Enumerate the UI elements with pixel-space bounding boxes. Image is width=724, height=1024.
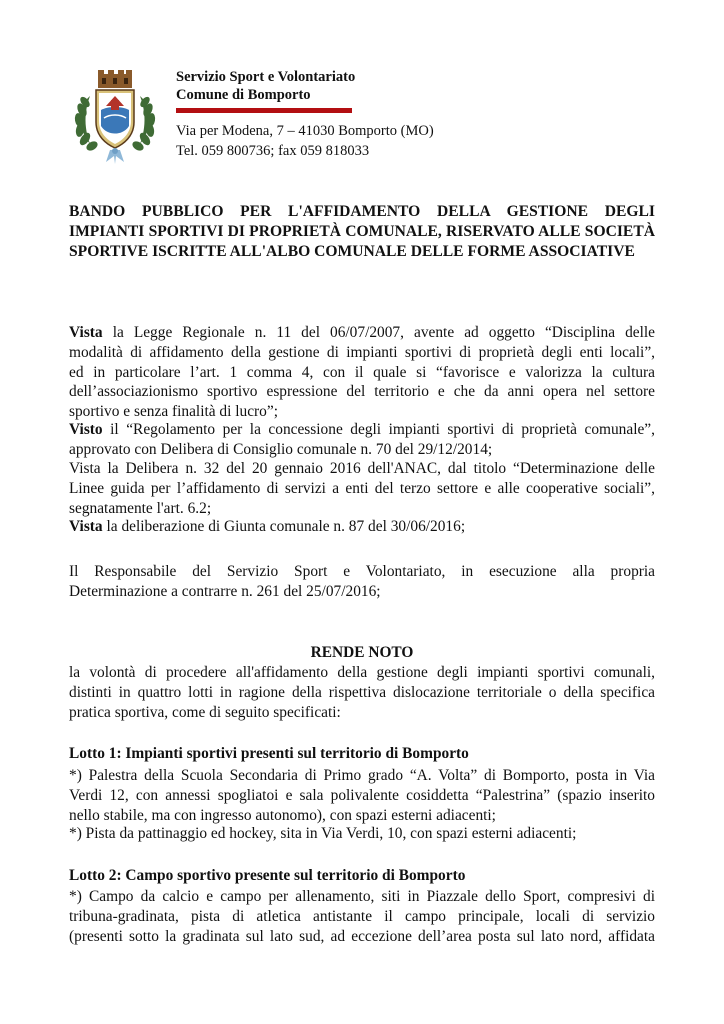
text-line: dell’associazionismo sportivo espressione del territorio e che da anni opera nel settore	[69, 383, 655, 401]
text-line: tribuna-gradinata, pista di atletica antistante il campo principale, locali di servizio	[69, 907, 655, 925]
text-line: ed in particolare l’art. 1 comma 4, con il quale si “favorisce e valorizza la cultura	[69, 363, 655, 381]
municipality-name: Comune di Bomporto	[176, 87, 311, 103]
premise-lead: Vista	[69, 518, 103, 535]
header-accent-rule	[176, 108, 352, 113]
document-title: BANDO PUBBLICO PER L'AFFIDAMENTO DELLA GESTIONE DEGLI IMPIANTI SPORTIVI DI PROPRIETÀ COMUNALE, RISERVATO ALLE SOCIETÀ SPORTIVE ISCRITTE ALL'ALBO COMUNALE DELLE FORME ASSOCIATIVE	[69, 203, 655, 260]
premise-council-deliberation	[69, 517, 655, 537]
premise-lead: Vista	[69, 324, 103, 341]
text-line: la volontà di procedere all'affidamento della gestione degli impianti sportivi comunali,	[69, 664, 655, 681]
office-heading	[176, 68, 355, 104]
premise-anac-resolution	[69, 459, 655, 518]
office-name: Servizio Sport e Volontariato	[176, 69, 356, 85]
text-line: *) Campo da calcio e campo per allenamento, siti in Piazzale dello Sport, compresivi di	[69, 888, 655, 905]
text-line: Il Responsabile del Servizio Sport e Volontariato, in esecuzione alla propria	[69, 563, 655, 580]
text-line: *) Palestra della Scuola Secondaria di Primo grado “A. Volta” di Bomporto, posta in Via	[69, 767, 655, 784]
lotto2-heading: Lotto 2: Campo sportivo presente sul territorio di Bomporto	[69, 867, 466, 884]
text-line: distinti in quattro lotti in ragione della rispettiva dislocazione territoriale o della specifica	[69, 683, 655, 701]
text-line: (presenti sotto la gradinata sul lato sud, ad eccezione dell’area posta sul lato nord, affidata	[69, 927, 655, 945]
lotto1-item-gym	[69, 766, 655, 825]
text-line: Determinazione a contrarre n. 261 del 25/07/2016;	[69, 582, 381, 600]
lotto1-heading: Lotto 1: Impianti sportivi presenti sul territorio di Bomporto	[69, 745, 469, 762]
text-line: Verdi 12, con annessi spogliatoi e sala polivalente cosiddetta “Palestrina” (spazio inserito	[69, 786, 655, 804]
text-line: sportivo e senza finalità di lucro”;	[69, 403, 278, 421]
lotto1-item-skating-rink	[69, 824, 655, 844]
office-phone-fax: Tel. 059 800736; fax 059 818033	[176, 143, 370, 159]
text-line: la deliberazione di Giunta comunale n. 87 del 30/06/2016;	[106, 518, 466, 535]
rende-noto-text	[69, 663, 655, 722]
premise-regional-law	[69, 323, 655, 422]
responsible-statement	[69, 562, 655, 602]
text-line: *) Pista da pattinaggio ed hockey, sita in Via Verdi, 10, con spazi esterni adiacenti;	[69, 825, 577, 842]
text-line: modalità di affidamento della gestione di impianti sportivi di proprietà degli enti locali”,	[69, 343, 655, 361]
office-contacts	[176, 121, 434, 161]
text-line: approvato con Delibera di Consiglio comunale n. 70 del 29/12/2014;	[69, 440, 493, 458]
office-address: Via per Modena, 7 – 41030 Bomporto (MO)	[176, 123, 434, 139]
text-line: segnatamente l'art. 6.2;	[69, 499, 212, 517]
premise-regulation	[69, 420, 655, 460]
lotto2-item-football-field	[69, 887, 655, 946]
text-line: pratica sportiva, come di seguito specificati:	[69, 703, 341, 721]
text-line: la Legge Regionale n. 11 del 06/07/2007, avente ad oggetto “Disciplina delle	[112, 324, 655, 341]
rende-noto-heading: RENDE NOTO	[310, 644, 414, 661]
premise-lead: Visto	[69, 421, 103, 438]
municipal-crest-logo	[68, 66, 162, 166]
text-line: Linee guida per l’affidamento di servizi a enti del terzo settore e alle cooperative sociali”,	[69, 479, 655, 497]
text-line: nello stabile, ma con ingresso autonomo), con spazi esterni adiacenti;	[69, 806, 496, 824]
text-line: il “Regolamento per la concessione degli impianti sportivi di proprietà comunale”,	[110, 421, 655, 438]
text-line: Vista la Delibera n. 32 del 20 gennaio 2016 dell'ANAC, dal titolo “Determinazione delle	[69, 460, 655, 477]
